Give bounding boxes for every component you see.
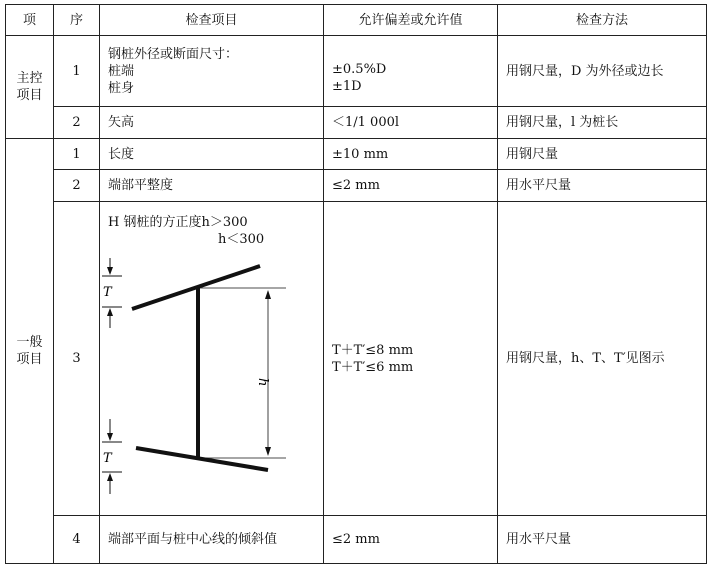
table-row bbox=[6, 202, 707, 516]
header-item: 项 bbox=[6, 5, 54, 36]
method-cell: 用钢尺量，D 为外径或边长 bbox=[498, 36, 707, 107]
arrow-icon bbox=[107, 267, 113, 275]
group-name-line: 主控 bbox=[16, 71, 43, 86]
tolerance-cell: ≤2 mm bbox=[324, 516, 498, 564]
tolerance-cell bbox=[324, 36, 498, 107]
seq-cell: 1 bbox=[54, 36, 100, 107]
method-cell: 用钢尺量 bbox=[498, 139, 707, 170]
arrow-icon bbox=[265, 290, 271, 299]
table-row bbox=[6, 516, 707, 564]
check-item-line: 桩身 bbox=[108, 80, 135, 96]
check-item-cell: 矢高 bbox=[100, 107, 324, 139]
label-t-top: T bbox=[103, 284, 112, 300]
check-item-line: H 钢桩的方正度h＞300 bbox=[108, 214, 248, 230]
tolerance-line: T＋T′≤8 mm bbox=[332, 342, 414, 358]
group-name-line: 项目 bbox=[16, 352, 43, 367]
check-item-cell: 长度 bbox=[100, 139, 324, 170]
group-name-line: 项目 bbox=[16, 88, 43, 103]
h-pile-diagram bbox=[102, 254, 312, 504]
header-row bbox=[6, 5, 707, 36]
seq-cell: 2 bbox=[54, 107, 100, 139]
inspection-table bbox=[5, 4, 707, 564]
check-item-line: h＜300 bbox=[218, 231, 265, 247]
seq-cell: 2 bbox=[54, 170, 100, 202]
tolerance-cell bbox=[324, 202, 498, 516]
table-row bbox=[6, 107, 707, 139]
header-seq: 序 bbox=[54, 5, 100, 36]
tolerance-cell: ＜1/1 000l bbox=[324, 107, 498, 139]
tolerance-line: T＋T′≤6 mm bbox=[332, 359, 414, 375]
tolerance-cell: ≤2 mm bbox=[324, 170, 498, 202]
check-item-line: 钢桩外径或断面尺寸： bbox=[108, 46, 239, 62]
method-cell: 用水平尺量 bbox=[498, 516, 707, 564]
group-name-line: 一般 bbox=[16, 335, 43, 350]
method-cell: 用钢尺量，l 为桩长 bbox=[498, 107, 707, 139]
method-cell: 用水平尺量 bbox=[498, 170, 707, 202]
header-tolerance: 允许偏差或允许值 bbox=[324, 5, 498, 36]
group-name-general bbox=[6, 139, 54, 564]
arrow-icon bbox=[265, 447, 271, 456]
bottom-flange bbox=[136, 448, 268, 470]
seq-cell: 4 bbox=[54, 516, 100, 564]
tolerance-line: ±1D bbox=[332, 79, 362, 94]
check-item-cell: 端部平整度 bbox=[100, 170, 324, 202]
tolerance-line: ±0.5%D bbox=[332, 62, 387, 77]
arrow-icon bbox=[107, 473, 113, 481]
table-row bbox=[6, 170, 707, 202]
arrow-icon bbox=[107, 433, 113, 441]
label-t-bottom: T bbox=[103, 450, 112, 466]
table-row bbox=[6, 139, 707, 170]
label-h: h bbox=[255, 377, 270, 386]
method-cell: 用钢尺量，h、T、T′见图示 bbox=[498, 202, 707, 516]
check-item-cell bbox=[100, 202, 324, 516]
check-item-cell bbox=[100, 36, 324, 107]
table-row bbox=[6, 36, 707, 107]
tolerance-cell: ±10 mm bbox=[324, 139, 498, 170]
check-item-cell: 端部平面与桩中心线的倾斜值 bbox=[100, 516, 324, 564]
group-name-main bbox=[6, 36, 54, 139]
seq-cell: 1 bbox=[54, 139, 100, 170]
check-item-line: 桩端 bbox=[108, 63, 135, 79]
seq-cell: 3 bbox=[54, 202, 100, 516]
header-check-item: 检查项目 bbox=[100, 5, 324, 36]
arrow-icon bbox=[107, 308, 113, 316]
header-method: 检查方法 bbox=[498, 5, 707, 36]
